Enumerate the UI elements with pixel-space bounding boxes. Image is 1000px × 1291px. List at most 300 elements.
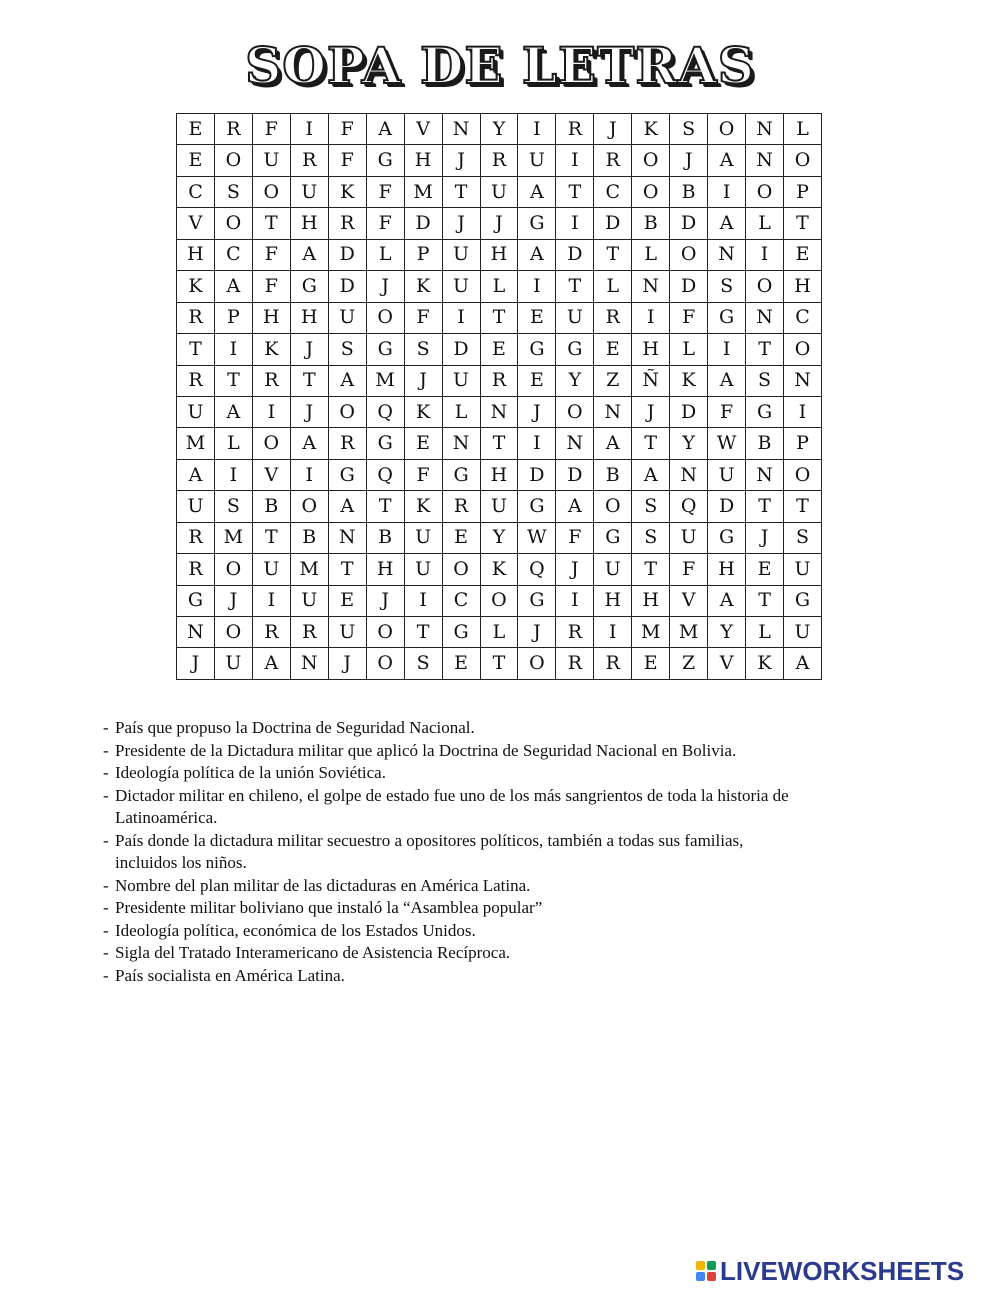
grid-cell[interactable]: O	[670, 239, 708, 270]
grid-cell[interactable]: H	[290, 302, 328, 333]
grid-cell[interactable]: E	[442, 522, 480, 553]
grid-cell[interactable]: B	[632, 208, 670, 239]
grid-cell[interactable]: I	[404, 585, 442, 616]
grid-cell[interactable]: E	[442, 648, 480, 680]
grid-cell[interactable]: N	[746, 459, 784, 490]
grid-cell[interactable]: O	[784, 145, 822, 176]
grid-cell[interactable]: H	[784, 271, 822, 302]
grid-cell[interactable]: C	[784, 302, 822, 333]
grid-cell[interactable]: U	[518, 145, 556, 176]
grid-cell[interactable]: R	[252, 617, 290, 648]
grid-cell[interactable]: G	[708, 302, 746, 333]
grid-cell[interactable]: H	[252, 302, 290, 333]
grid-cell[interactable]: S	[214, 176, 252, 207]
grid-cell[interactable]: D	[670, 396, 708, 427]
grid-cell[interactable]: T	[746, 585, 784, 616]
grid-cell[interactable]: Y	[480, 522, 518, 553]
grid-cell[interactable]: C	[442, 585, 480, 616]
grid-cell[interactable]: R	[594, 648, 632, 680]
grid-cell[interactable]: J	[366, 585, 404, 616]
grid-cell[interactable]: S	[404, 334, 442, 365]
grid-cell[interactable]: T	[746, 491, 784, 522]
grid-cell[interactable]: O	[214, 208, 252, 239]
grid-cell[interactable]: A	[290, 428, 328, 459]
grid-cell[interactable]: F	[404, 459, 442, 490]
grid-cell[interactable]: B	[290, 522, 328, 553]
grid-cell[interactable]: G	[366, 428, 404, 459]
grid-cell[interactable]: W	[708, 428, 746, 459]
grid-cell[interactable]: A	[784, 648, 822, 680]
grid-cell[interactable]: R	[177, 302, 215, 333]
grid-cell[interactable]: U	[442, 365, 480, 396]
grid-cell[interactable]: G	[708, 522, 746, 553]
grid-cell[interactable]: A	[290, 239, 328, 270]
grid-cell[interactable]: A	[518, 176, 556, 207]
grid-cell[interactable]: J	[366, 271, 404, 302]
grid-cell[interactable]: M	[670, 617, 708, 648]
grid-cell[interactable]: G	[366, 334, 404, 365]
grid-cell[interactable]: J	[594, 114, 632, 145]
grid-cell[interactable]: J	[518, 396, 556, 427]
grid-cell[interactable]: E	[518, 365, 556, 396]
grid-cell[interactable]: F	[328, 114, 366, 145]
grid-cell[interactable]: P	[214, 302, 252, 333]
grid-cell[interactable]: U	[784, 554, 822, 585]
grid-cell[interactable]: J	[442, 208, 480, 239]
grid-cell[interactable]: J	[214, 585, 252, 616]
grid-cell[interactable]: U	[404, 522, 442, 553]
grid-cell[interactable]: E	[328, 585, 366, 616]
grid-cell[interactable]: H	[480, 459, 518, 490]
grid-cell[interactable]: U	[784, 617, 822, 648]
grid-cell[interactable]: D	[708, 491, 746, 522]
grid-cell[interactable]: I	[442, 302, 480, 333]
grid-cell[interactable]: E	[404, 428, 442, 459]
grid-cell[interactable]: J	[404, 365, 442, 396]
grid-cell[interactable]: J	[556, 554, 594, 585]
grid-cell[interactable]: T	[177, 334, 215, 365]
grid-cell[interactable]: S	[632, 491, 670, 522]
grid-cell[interactable]: A	[214, 396, 252, 427]
grid-cell[interactable]: G	[518, 491, 556, 522]
grid-cell[interactable]: Ñ	[632, 365, 670, 396]
grid-cell[interactable]: R	[594, 145, 632, 176]
grid-cell[interactable]: Y	[670, 428, 708, 459]
grid-cell[interactable]: U	[177, 491, 215, 522]
grid-cell[interactable]: G	[177, 585, 215, 616]
grid-cell[interactable]: A	[708, 208, 746, 239]
grid-cell[interactable]: D	[404, 208, 442, 239]
grid-cell[interactable]: R	[556, 617, 594, 648]
grid-cell[interactable]: E	[784, 239, 822, 270]
grid-cell[interactable]: L	[366, 239, 404, 270]
grid-cell[interactable]: Z	[670, 648, 708, 680]
grid-cell[interactable]: I	[632, 302, 670, 333]
grid-cell[interactable]: U	[404, 554, 442, 585]
grid-cell[interactable]: D	[328, 239, 366, 270]
grid-cell[interactable]: K	[670, 365, 708, 396]
grid-cell[interactable]: N	[784, 365, 822, 396]
grid-cell[interactable]: K	[404, 396, 442, 427]
grid-cell[interactable]: Y	[480, 114, 518, 145]
grid-cell[interactable]: U	[252, 145, 290, 176]
grid-cell[interactable]: G	[442, 617, 480, 648]
grid-cell[interactable]: E	[177, 114, 215, 145]
grid-cell[interactable]: T	[594, 239, 632, 270]
grid-cell[interactable]: I	[214, 459, 252, 490]
grid-cell[interactable]: N	[556, 428, 594, 459]
grid-cell[interactable]: J	[518, 617, 556, 648]
grid-cell[interactable]: O	[214, 554, 252, 585]
grid-cell[interactable]: M	[632, 617, 670, 648]
grid-cell[interactable]: H	[480, 239, 518, 270]
grid-cell[interactable]: O	[328, 396, 366, 427]
grid-cell[interactable]: L	[480, 617, 518, 648]
grid-cell[interactable]: N	[632, 271, 670, 302]
grid-cell[interactable]: U	[556, 302, 594, 333]
grid-cell[interactable]: V	[708, 648, 746, 680]
grid-cell[interactable]: B	[670, 176, 708, 207]
grid-cell[interactable]: M	[177, 428, 215, 459]
grid-cell[interactable]: K	[177, 271, 215, 302]
grid-cell[interactable]: J	[177, 648, 215, 680]
grid-cell[interactable]: K	[252, 334, 290, 365]
grid-cell[interactable]: N	[177, 617, 215, 648]
grid-cell[interactable]: U	[290, 176, 328, 207]
grid-cell[interactable]: A	[708, 145, 746, 176]
grid-cell[interactable]: D	[328, 271, 366, 302]
grid-cell[interactable]: R	[177, 365, 215, 396]
grid-cell[interactable]: Y	[556, 365, 594, 396]
grid-cell[interactable]: G	[518, 585, 556, 616]
grid-cell[interactable]: V	[177, 208, 215, 239]
grid-cell[interactable]: M	[290, 554, 328, 585]
grid-cell[interactable]: N	[328, 522, 366, 553]
grid-cell[interactable]: H	[366, 554, 404, 585]
grid-cell[interactable]: I	[708, 176, 746, 207]
grid-cell[interactable]: A	[708, 365, 746, 396]
grid-cell[interactable]: J	[290, 396, 328, 427]
grid-cell[interactable]: T	[480, 428, 518, 459]
grid-cell[interactable]: K	[480, 554, 518, 585]
grid-cell[interactable]: I	[252, 585, 290, 616]
grid-cell[interactable]: T	[632, 428, 670, 459]
grid-cell[interactable]: G	[442, 459, 480, 490]
grid-cell[interactable]: V	[404, 114, 442, 145]
grid-cell[interactable]: F	[556, 522, 594, 553]
grid-cell[interactable]: I	[556, 585, 594, 616]
grid-cell[interactable]: O	[442, 554, 480, 585]
grid-cell[interactable]: B	[594, 459, 632, 490]
grid-cell[interactable]: Y	[708, 617, 746, 648]
grid-cell[interactable]: U	[708, 459, 746, 490]
grid-cell[interactable]: O	[746, 271, 784, 302]
grid-cell[interactable]: N	[442, 428, 480, 459]
grid-cell[interactable]: N	[670, 459, 708, 490]
grid-cell[interactable]: M	[404, 176, 442, 207]
grid-cell[interactable]: I	[746, 239, 784, 270]
grid-cell[interactable]: I	[784, 396, 822, 427]
grid-cell[interactable]: F	[670, 302, 708, 333]
grid-cell[interactable]: T	[290, 365, 328, 396]
grid-cell[interactable]: I	[518, 114, 556, 145]
grid-cell[interactable]: I	[708, 334, 746, 365]
grid-cell[interactable]: O	[784, 459, 822, 490]
grid-cell[interactable]: L	[746, 208, 784, 239]
grid-cell[interactable]: T	[632, 554, 670, 585]
grid-cell[interactable]: O	[214, 145, 252, 176]
grid-cell[interactable]: R	[328, 428, 366, 459]
grid-cell[interactable]: O	[252, 176, 290, 207]
grid-cell[interactable]: H	[177, 239, 215, 270]
grid-cell[interactable]: I	[290, 459, 328, 490]
grid-cell[interactable]: J	[328, 648, 366, 680]
grid-cell[interactable]: H	[594, 585, 632, 616]
grid-cell[interactable]: E	[177, 145, 215, 176]
grid-cell[interactable]: G	[290, 271, 328, 302]
grid-cell[interactable]: H	[708, 554, 746, 585]
grid-cell[interactable]: U	[290, 585, 328, 616]
grid-cell[interactable]: O	[366, 617, 404, 648]
grid-cell[interactable]: V	[670, 585, 708, 616]
grid-cell[interactable]: C	[177, 176, 215, 207]
grid-cell[interactable]: R	[556, 114, 594, 145]
grid-cell[interactable]: M	[366, 365, 404, 396]
grid-cell[interactable]: G	[556, 334, 594, 365]
grid-cell[interactable]: D	[518, 459, 556, 490]
grid-cell[interactable]: G	[366, 145, 404, 176]
grid-cell[interactable]: Q	[518, 554, 556, 585]
grid-cell[interactable]: D	[670, 208, 708, 239]
grid-cell[interactable]: J	[290, 334, 328, 365]
grid-cell[interactable]: Z	[594, 365, 632, 396]
grid-cell[interactable]: P	[784, 428, 822, 459]
grid-cell[interactable]: A	[177, 459, 215, 490]
grid-cell[interactable]: G	[746, 396, 784, 427]
grid-cell[interactable]: T	[746, 334, 784, 365]
grid-cell[interactable]: D	[556, 239, 594, 270]
grid-cell[interactable]: E	[518, 302, 556, 333]
grid-cell[interactable]: F	[328, 145, 366, 176]
grid-cell[interactable]: I	[252, 396, 290, 427]
grid-cell[interactable]: U	[442, 239, 480, 270]
grid-cell[interactable]: R	[480, 145, 518, 176]
grid-cell[interactable]: N	[746, 302, 784, 333]
grid-cell[interactable]: F	[708, 396, 746, 427]
grid-cell[interactable]: H	[632, 585, 670, 616]
grid-cell[interactable]: A	[214, 271, 252, 302]
grid-cell[interactable]: L	[594, 271, 632, 302]
grid-cell[interactable]: A	[518, 239, 556, 270]
grid-cell[interactable]: G	[784, 585, 822, 616]
grid-cell[interactable]: O	[594, 491, 632, 522]
grid-cell[interactable]: A	[594, 428, 632, 459]
grid-cell[interactable]: R	[177, 554, 215, 585]
grid-cell[interactable]: R	[328, 208, 366, 239]
grid-cell[interactable]: H	[290, 208, 328, 239]
grid-cell[interactable]: A	[328, 491, 366, 522]
grid-cell[interactable]: F	[670, 554, 708, 585]
grid-cell[interactable]: K	[404, 271, 442, 302]
grid-cell[interactable]: T	[252, 208, 290, 239]
grid-cell[interactable]: S	[328, 334, 366, 365]
grid-cell[interactable]: R	[214, 114, 252, 145]
grid-cell[interactable]: F	[252, 239, 290, 270]
grid-cell[interactable]: B	[252, 491, 290, 522]
grid-cell[interactable]: O	[480, 585, 518, 616]
grid-cell[interactable]: N	[708, 239, 746, 270]
grid-cell[interactable]: S	[708, 271, 746, 302]
grid-cell[interactable]: T	[556, 176, 594, 207]
grid-cell[interactable]: R	[480, 365, 518, 396]
grid-cell[interactable]: I	[290, 114, 328, 145]
grid-cell[interactable]: G	[518, 208, 556, 239]
grid-cell[interactable]: L	[746, 617, 784, 648]
grid-cell[interactable]: J	[746, 522, 784, 553]
grid-cell[interactable]: O	[556, 396, 594, 427]
grid-cell[interactable]: F	[366, 176, 404, 207]
grid-cell[interactable]: T	[556, 271, 594, 302]
grid-cell[interactable]: U	[670, 522, 708, 553]
grid-cell[interactable]: T	[404, 617, 442, 648]
grid-cell[interactable]: Q	[670, 491, 708, 522]
grid-cell[interactable]: J	[480, 208, 518, 239]
grid-cell[interactable]: U	[328, 302, 366, 333]
liveworksheets-logo[interactable]	[696, 1256, 964, 1286]
grid-cell[interactable]: T	[784, 208, 822, 239]
grid-cell[interactable]: F	[252, 271, 290, 302]
grid-cell[interactable]: A	[328, 365, 366, 396]
grid-cell[interactable]: D	[594, 208, 632, 239]
grid-cell[interactable]: H	[404, 145, 442, 176]
grid-cell[interactable]: N	[290, 648, 328, 680]
grid-cell[interactable]: L	[632, 239, 670, 270]
grid-cell[interactable]: P	[784, 176, 822, 207]
grid-cell[interactable]: I	[556, 208, 594, 239]
grid-cell[interactable]: A	[708, 585, 746, 616]
grid-cell[interactable]: A	[632, 459, 670, 490]
grid-cell[interactable]: S	[670, 114, 708, 145]
grid-cell[interactable]: E	[746, 554, 784, 585]
grid-cell[interactable]: U	[214, 648, 252, 680]
grid-cell[interactable]: P	[404, 239, 442, 270]
grid-cell[interactable]: U	[480, 176, 518, 207]
grid-cell[interactable]: J	[670, 145, 708, 176]
grid-cell[interactable]: T	[480, 648, 518, 680]
grid-cell[interactable]: U	[442, 271, 480, 302]
grid-cell[interactable]: L	[480, 271, 518, 302]
grid-cell[interactable]: D	[556, 459, 594, 490]
grid-cell[interactable]: I	[594, 617, 632, 648]
grid-cell[interactable]: R	[252, 365, 290, 396]
grid-cell[interactable]: B	[366, 522, 404, 553]
grid-cell[interactable]: U	[252, 554, 290, 585]
grid-cell[interactable]: S	[404, 648, 442, 680]
grid-cell[interactable]: R	[594, 302, 632, 333]
grid-cell[interactable]: L	[670, 334, 708, 365]
grid-cell[interactable]: F	[404, 302, 442, 333]
grid-cell[interactable]: W	[518, 522, 556, 553]
grid-cell[interactable]: T	[784, 491, 822, 522]
grid-cell[interactable]: O	[518, 648, 556, 680]
grid-cell[interactable]: G	[594, 522, 632, 553]
grid-cell[interactable]: V	[252, 459, 290, 490]
grid-cell[interactable]: O	[632, 176, 670, 207]
grid-cell[interactable]: H	[632, 334, 670, 365]
grid-cell[interactable]: L	[442, 396, 480, 427]
grid-cell[interactable]: D	[670, 271, 708, 302]
grid-cell[interactable]: I	[556, 145, 594, 176]
grid-cell[interactable]: J	[442, 145, 480, 176]
grid-cell[interactable]: T	[480, 302, 518, 333]
grid-cell[interactable]: N	[442, 114, 480, 145]
grid-cell[interactable]: R	[556, 648, 594, 680]
grid-cell[interactable]: O	[784, 334, 822, 365]
grid-cell[interactable]: S	[214, 491, 252, 522]
grid-cell[interactable]: A	[556, 491, 594, 522]
grid-cell[interactable]: R	[177, 522, 215, 553]
grid-cell[interactable]: T	[214, 365, 252, 396]
grid-cell[interactable]: D	[442, 334, 480, 365]
grid-cell[interactable]: E	[480, 334, 518, 365]
grid-cell[interactable]: N	[746, 145, 784, 176]
grid-cell[interactable]: M	[214, 522, 252, 553]
grid-cell[interactable]: C	[594, 176, 632, 207]
grid-cell[interactable]: K	[328, 176, 366, 207]
grid-cell[interactable]: L	[214, 428, 252, 459]
grid-cell[interactable]: R	[442, 491, 480, 522]
grid-cell[interactable]: K	[632, 114, 670, 145]
grid-cell[interactable]: N	[594, 396, 632, 427]
grid-cell[interactable]: I	[214, 334, 252, 365]
grid-cell[interactable]: O	[252, 428, 290, 459]
grid-cell[interactable]: A	[366, 114, 404, 145]
grid-cell[interactable]: U	[594, 554, 632, 585]
grid-cell[interactable]: C	[214, 239, 252, 270]
grid-cell[interactable]: R	[290, 617, 328, 648]
grid-cell[interactable]: U	[480, 491, 518, 522]
grid-cell[interactable]: G	[518, 334, 556, 365]
grid-cell[interactable]: S	[632, 522, 670, 553]
grid-cell[interactable]: U	[177, 396, 215, 427]
grid-cell[interactable]: I	[518, 271, 556, 302]
grid-cell[interactable]: O	[708, 114, 746, 145]
grid-cell[interactable]: F	[366, 208, 404, 239]
grid-cell[interactable]: O	[366, 302, 404, 333]
grid-cell[interactable]: Q	[366, 459, 404, 490]
grid-cell[interactable]: T	[442, 176, 480, 207]
grid-cell[interactable]: E	[632, 648, 670, 680]
grid-cell[interactable]: N	[480, 396, 518, 427]
grid-cell[interactable]: F	[252, 114, 290, 145]
grid-cell[interactable]: A	[252, 648, 290, 680]
grid-cell[interactable]: O	[290, 491, 328, 522]
grid-cell[interactable]: S	[784, 522, 822, 553]
grid-cell[interactable]: K	[404, 491, 442, 522]
grid-cell[interactable]: O	[366, 648, 404, 680]
grid-cell[interactable]: E	[594, 334, 632, 365]
grid-cell[interactable]: I	[518, 428, 556, 459]
grid-cell[interactable]: O	[632, 145, 670, 176]
grid-cell[interactable]: J	[632, 396, 670, 427]
grid-cell[interactable]: K	[746, 648, 784, 680]
grid-cell[interactable]: U	[328, 617, 366, 648]
grid-cell[interactable]: T	[366, 491, 404, 522]
grid-cell[interactable]: B	[746, 428, 784, 459]
grid-cell[interactable]: O	[746, 176, 784, 207]
grid-cell[interactable]: G	[328, 459, 366, 490]
grid-cell[interactable]: N	[746, 114, 784, 145]
